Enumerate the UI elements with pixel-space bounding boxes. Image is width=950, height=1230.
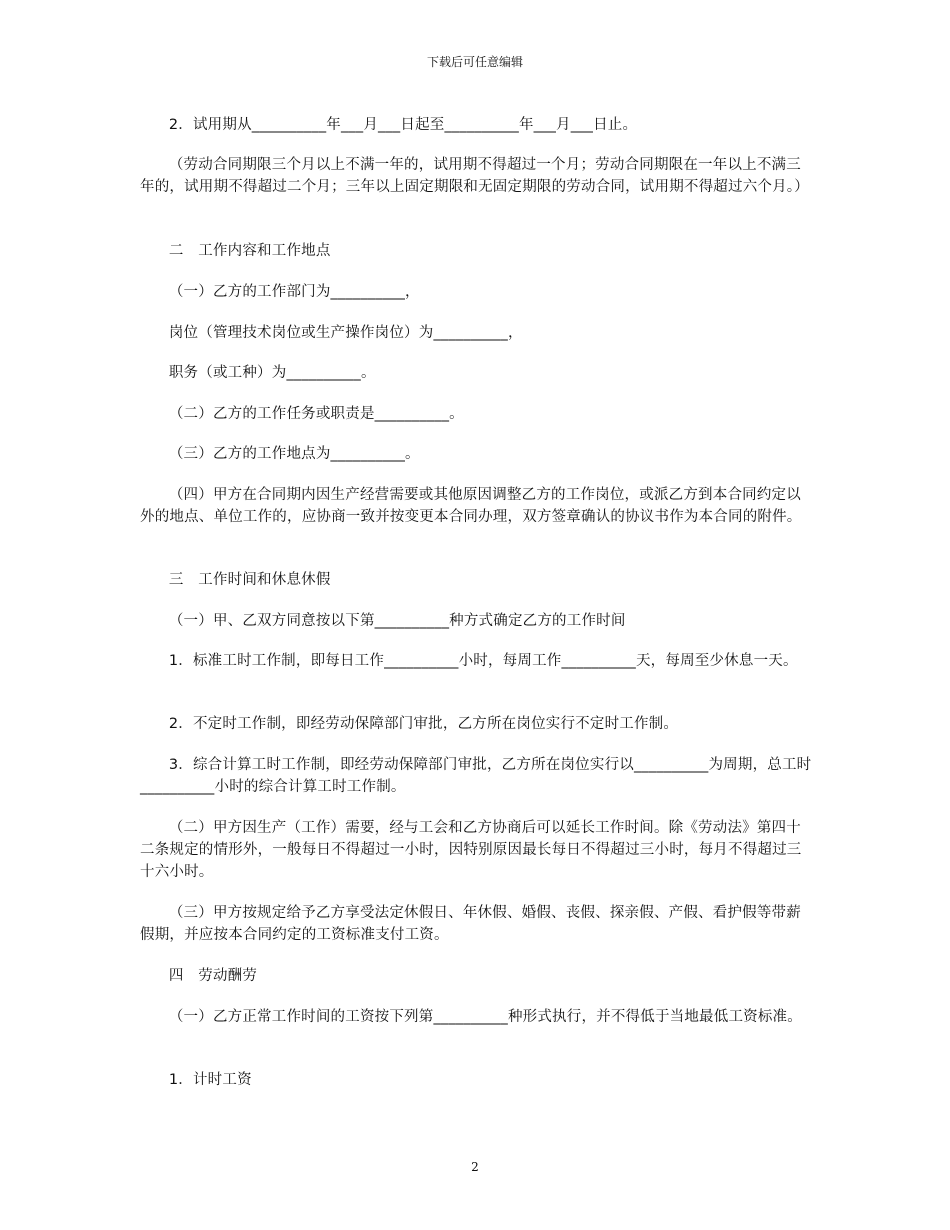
paragraph: （一）乙方正常工作时间的工资按下列第__________种形式执行，并不得低于当地最低工资标准。 [140,1009,802,1025]
section-heading: 三 工作时间和休息休假 [140,572,331,588]
paragraph: 3．综合计算工时工作制，即经劳动保障部门审批，乙方所在岗位实行以__________为周期，总工时__________小时的综合计算工时工作制。 [140,757,812,795]
page-header: 下载后可任意编辑 [426,55,523,69]
section-heading: 四 劳动酬劳 [140,968,258,984]
paragraph: （三）甲方按规定给予乙方享受法定休假日、年休假、婚假、丧假、探亲假、产假、看护假等带薪假期，并应按本合同约定的工资标准支付工资。 [140,905,801,943]
paragraph: 职务（或工种）为__________。 [140,365,376,381]
paragraph: 2．试用期从__________年___月___日起至__________年___月___日止。 [140,117,638,133]
paragraph: 2．不定时工作制，即经劳动保障部门审批，乙方所在岗位实行不定时工作制。 [140,716,679,732]
section-heading: 二 工作内容和工作地点 [140,243,331,259]
paragraph: 1．标准工时工作制，即每日工作__________小时，每周工作__________天，每周至少休息一天。 [140,653,798,669]
paragraph: （二）甲方因生产（工作）需要，经与工会和乙方协商后可以延长工作时间。除《劳动法》第四十二条规定的情形外，一般每日不得超过一小时，因特别原因最长每日不得超过三小时，每月不得超过三十六小时。 [140,820,802,880]
paragraph: （三）乙方的工作地点为__________。 [140,446,420,462]
paragraph: （四）甲方在合同期内因生产经营需要或其他原因调整乙方的工作岗位，或派乙方到本合同约定以外的地点、单位工作的，应协商一致并按变更本合同办理，双方签章确认的协议书作为本合同的附件。 [140,487,802,525]
paragraph: （二）乙方的工作任务或职责是__________。 [140,406,464,422]
paragraph: （一）乙方的工作部门为__________， [140,284,420,300]
paragraph: （一）甲、乙双方同意按以下第__________种方式确定乙方的工作时间 [140,613,626,629]
page-number: 2 [471,1160,479,1174]
paragraph: 1．计时工资 [140,1072,252,1088]
paragraph: 岗位（管理技术岗位或生产操作岗位）为__________， [140,325,523,341]
paragraph: （劳动合同期限三个月以上不满一年的，试用期不得超过一个月；劳动合同期限在一年以上不满三年的，试用期不得超过二个月；三年以上固定期限和无固定期限的劳动合同，试用期不得超过六个月。） [140,157,809,195]
